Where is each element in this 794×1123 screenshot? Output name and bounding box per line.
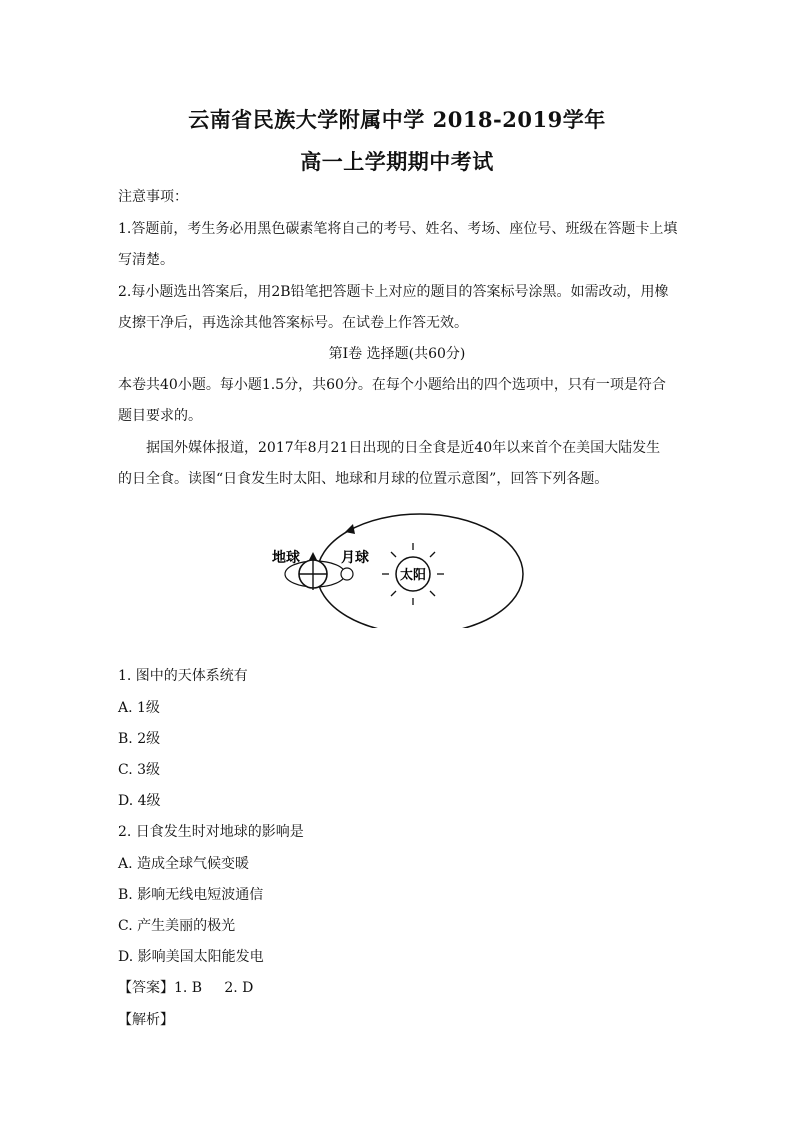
question-1-option-c: C. 3级 — [118, 762, 161, 778]
question-1-option-d: D. 4级 — [118, 793, 161, 809]
earth-label: 地球 — [272, 550, 300, 566]
note-1: 1.答题前，考生务必用黑色碳素笔将自己的考号、姓名、考场、座位号、班级在答题卡上填 — [118, 221, 678, 237]
passage-cont: 的日全食。读图“日食发生时太阳、地球和月球的位置示意图”，回答下列各题。 — [118, 471, 609, 487]
section-desc: 本卷共40小题。每小题1.5分，共60分。在每个小题给出的四个选项中，只有一项是符合 — [118, 377, 666, 393]
section-desc-cont: 题目要求的。 — [118, 408, 202, 424]
sun-label: 太阳 — [399, 568, 427, 583]
note-2-cont: 皮擦干净后，再选涂其他答案标号。在试卷上作答无效。 — [118, 315, 468, 331]
moon-icon — [341, 568, 353, 580]
question-2-stem: 2. 日食发生时对地球的影响是 — [118, 824, 304, 840]
question-1-option-b: B. 2级 — [118, 731, 161, 747]
answer-line: 【答案】1. B 2. D — [118, 980, 254, 996]
analysis-heading: 【解析】 — [118, 1012, 174, 1028]
doc-title: 云南省民族大学附属中学 2018-2019学年 — [188, 107, 606, 132]
earth-icon — [299, 552, 327, 590]
passage: 据国外媒体报道，2017年8月21日出现的日全食是近40年以来首个在美国大陆发生 — [146, 440, 661, 456]
doc-subtitle: 高一上学期期中考试 — [300, 149, 494, 174]
note-2: 2.每小题选出答案后，用2B铅笔把答题卡上对应的题目的答案标号涂黑。如需改动，用橡 — [118, 284, 669, 300]
sun-earth-moon-diagram — [265, 508, 530, 628]
question-2-option-a: A. 造成全球气候变暖 — [118, 856, 250, 872]
question-2-option-c: C. 产生美丽的极光 — [118, 918, 236, 934]
question-2-option-b: B. 影响无线电短波通信 — [118, 887, 264, 903]
question-1-option-a: A. 1级 — [118, 700, 160, 716]
question-2-option-d: D. 影响美国太阳能发电 — [118, 949, 264, 965]
question-1-stem: 1. 图中的天体系统有 — [118, 668, 248, 684]
moon-label: 月球 — [341, 550, 369, 566]
note-1-cont: 写清楚。 — [118, 252, 174, 268]
notes-heading: 注意事项： — [118, 189, 188, 205]
section-title: 第Ⅰ卷 选择题(共60分) — [328, 346, 466, 362]
